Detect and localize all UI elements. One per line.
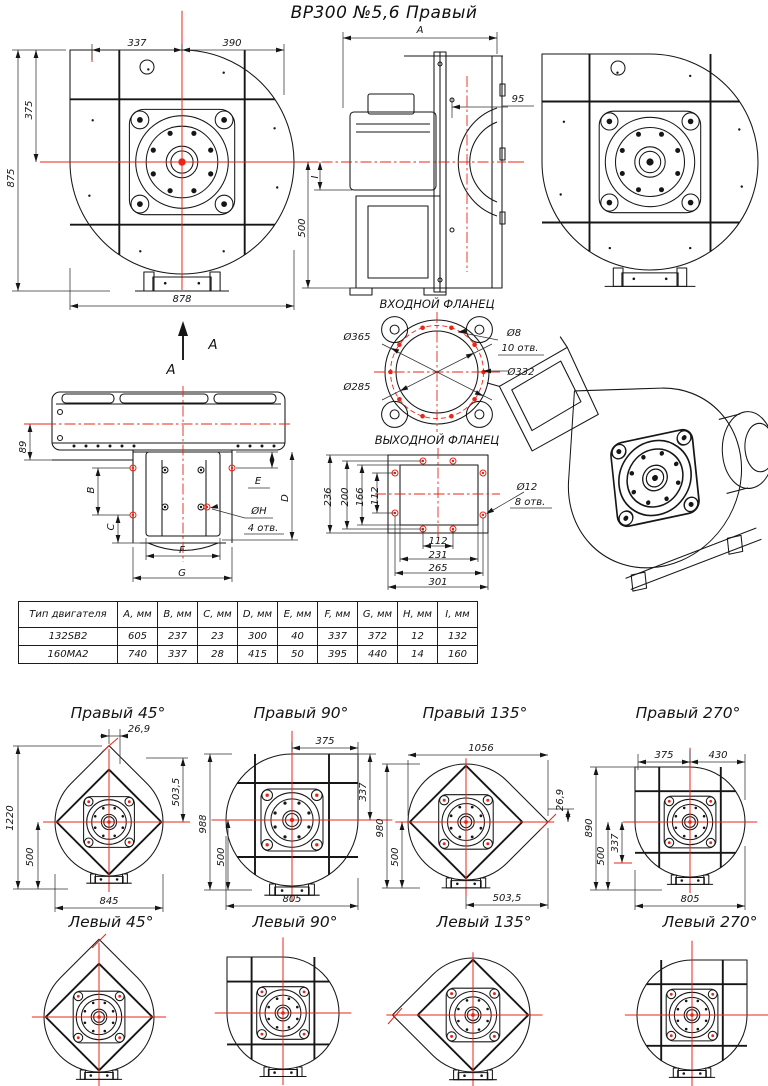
dim-front-bottom: 878 bbox=[172, 294, 192, 305]
label-right-45: Правый 45° bbox=[70, 704, 166, 722]
dim-side-axis: I bbox=[310, 175, 321, 179]
cell: 605 bbox=[118, 628, 158, 646]
col-header-a: A, мм bbox=[118, 602, 158, 628]
col-header-motor-type: Тип двигателя bbox=[19, 602, 118, 628]
dim-r135-left-outer: 980 bbox=[375, 818, 386, 838]
col-header-b: B, мм bbox=[158, 602, 198, 628]
dim-outlet-v-outer: 236 bbox=[323, 487, 334, 507]
dim-r90-top: 375 bbox=[315, 736, 335, 747]
dim-r135-bottom: 503,5 bbox=[492, 893, 522, 904]
dim-r270-left-inner2: 337 bbox=[610, 833, 621, 853]
cell: 395 bbox=[318, 646, 358, 664]
cell: 372 bbox=[358, 628, 398, 646]
dim-r45-bottom: 845 bbox=[99, 896, 119, 907]
dim-r45-top: 26,9 bbox=[127, 724, 151, 735]
col-header-d: D, мм bbox=[238, 602, 278, 628]
dim-inlet-hole: Ø8 bbox=[506, 328, 522, 339]
cell: 440 bbox=[358, 646, 398, 664]
view-right-270 bbox=[623, 748, 757, 893]
dim-outlet-v-bolt: 200 bbox=[340, 487, 351, 507]
dim-r270-left-outer: 890 bbox=[584, 818, 595, 838]
dim-r135-right: 26,9 bbox=[555, 788, 566, 812]
dim-front-left-outer: 875 bbox=[6, 168, 17, 188]
dim-r90-right: 337 bbox=[358, 782, 369, 802]
label-left-90: Левый 90° bbox=[252, 913, 338, 931]
dim-plan-e: E bbox=[254, 476, 262, 487]
dim-inlet-bolt-circle: Ø332 bbox=[507, 367, 535, 378]
front-view-right-other-side bbox=[542, 54, 758, 286]
dim-inlet-hole-qty: 10 отв. bbox=[501, 343, 539, 354]
dim-front-top1: 337 bbox=[127, 38, 147, 49]
cell: 160 bbox=[438, 646, 478, 664]
dim-outlet-h-opening: 265 bbox=[428, 563, 448, 574]
cell: 12 bbox=[398, 628, 438, 646]
dim-r135-top: 1056 bbox=[468, 743, 494, 754]
outlet-flange-title: ВЫХОДНОЙ ФЛАНЕЦ bbox=[374, 433, 500, 447]
table-row bbox=[19, 646, 478, 664]
dim-plan-b: B bbox=[86, 486, 97, 494]
label-left-270: Левый 270° bbox=[662, 913, 758, 931]
dim-r270-left-inner: 500 bbox=[596, 846, 607, 866]
plan-view-label: А bbox=[166, 362, 176, 378]
cell: 40 bbox=[278, 628, 318, 646]
front-view-right-0 bbox=[45, 11, 318, 291]
dim-plan-d: D bbox=[280, 494, 291, 502]
view-left-90 bbox=[215, 937, 352, 1085]
dim-r270-bottom: 805 bbox=[680, 894, 700, 905]
col-header-e: E, мм bbox=[278, 602, 318, 628]
dim-outlet-v-opening: 166 bbox=[355, 487, 366, 507]
view-left-135 bbox=[386, 952, 542, 1086]
dim-plan-89: 89 bbox=[18, 440, 29, 454]
table-row bbox=[19, 628, 478, 646]
cell: 160MA2 bbox=[19, 646, 118, 664]
label-left-45: Левый 45° bbox=[68, 913, 154, 931]
view-right-135 bbox=[395, 758, 554, 896]
dim-outlet-v-inner: 112 bbox=[370, 486, 381, 506]
cell: 415 bbox=[238, 646, 278, 664]
dim-r90-left-inner: 500 bbox=[216, 847, 227, 867]
dim-plan-f: F bbox=[179, 545, 185, 556]
label-right-135: Правый 135° bbox=[422, 704, 528, 722]
cell: 132 bbox=[438, 628, 478, 646]
dim-side-width: A bbox=[416, 25, 424, 36]
col-header-g: G, мм bbox=[358, 602, 398, 628]
table-header-row bbox=[19, 602, 478, 628]
dim-outlet-h-inner: 112 bbox=[428, 536, 448, 547]
dim-front-top2: 390 bbox=[222, 38, 242, 49]
dim-outlet-hole: Ø12 bbox=[516, 482, 538, 493]
dim-front-left-inner: 375 bbox=[24, 100, 35, 120]
dim-outlet-h-bolt: 231 bbox=[428, 550, 448, 561]
label-right-90: Правый 90° bbox=[253, 704, 349, 722]
side-view bbox=[302, 32, 534, 295]
cell: 300 bbox=[238, 628, 278, 646]
orientation-left-row bbox=[32, 934, 768, 1086]
cell: 28 bbox=[198, 646, 238, 664]
cell: 50 bbox=[278, 646, 318, 664]
label-left-135: Левый 135° bbox=[436, 913, 532, 931]
cell: 740 bbox=[118, 646, 158, 664]
inlet-flange-title: ВХОДНОЙ ФЛАНЕЦ bbox=[379, 297, 495, 311]
cell: 237 bbox=[158, 628, 198, 646]
col-header-h: H, мм bbox=[398, 602, 438, 628]
col-header-f: F, мм bbox=[318, 602, 358, 628]
drawing-title: ВР300 №5,6 Правый bbox=[290, 3, 478, 23]
iso-fan bbox=[558, 358, 750, 584]
dim-plan-hole: ØH bbox=[251, 506, 267, 517]
section-arrow-label: A bbox=[208, 337, 218, 353]
label-right-270: Правый 270° bbox=[635, 704, 741, 722]
dim-side-height: 500 bbox=[297, 218, 308, 238]
cell: 132SB2 bbox=[19, 628, 118, 646]
view-left-270 bbox=[625, 941, 768, 1086]
cell: 23 bbox=[198, 628, 238, 646]
dim-plan-hole-qty: 4 отв. bbox=[247, 523, 279, 534]
dim-inlet-inner: Ø285 bbox=[343, 382, 371, 393]
dim-outlet-h-outer: 301 bbox=[428, 577, 448, 588]
dim-r45-left-inner: 500 bbox=[25, 847, 36, 867]
col-header-c: C, мм bbox=[198, 602, 238, 628]
dim-r90-bottom: 805 bbox=[282, 894, 302, 905]
dim-r270-top1: 375 bbox=[654, 750, 674, 761]
cell: 337 bbox=[318, 628, 358, 646]
dim-inlet-outer: Ø365 bbox=[343, 332, 371, 343]
cell: 14 bbox=[398, 646, 438, 664]
view-right-90 bbox=[212, 731, 393, 902]
dim-side-inlet-depth: 95 bbox=[511, 94, 525, 105]
view-left-45 bbox=[32, 939, 166, 1086]
dim-r45-left-outer: 1220 bbox=[5, 805, 16, 831]
cell: 337 bbox=[158, 646, 198, 664]
motor-dimensions-table bbox=[18, 601, 478, 664]
col-header-i: I, мм bbox=[438, 602, 478, 628]
dim-plan-g: G bbox=[178, 568, 186, 579]
view-right-45 bbox=[43, 746, 175, 892]
dim-plan-c: C bbox=[106, 523, 117, 531]
dim-r45-right: 503,5 bbox=[171, 777, 182, 807]
dim-r270-top2: 430 bbox=[708, 750, 728, 761]
dim-outlet-hole-qty: 8 отв. bbox=[514, 497, 546, 508]
dim-r90-left-outer: 988 bbox=[198, 814, 209, 834]
dim-r135-left-inner: 500 bbox=[390, 847, 401, 867]
